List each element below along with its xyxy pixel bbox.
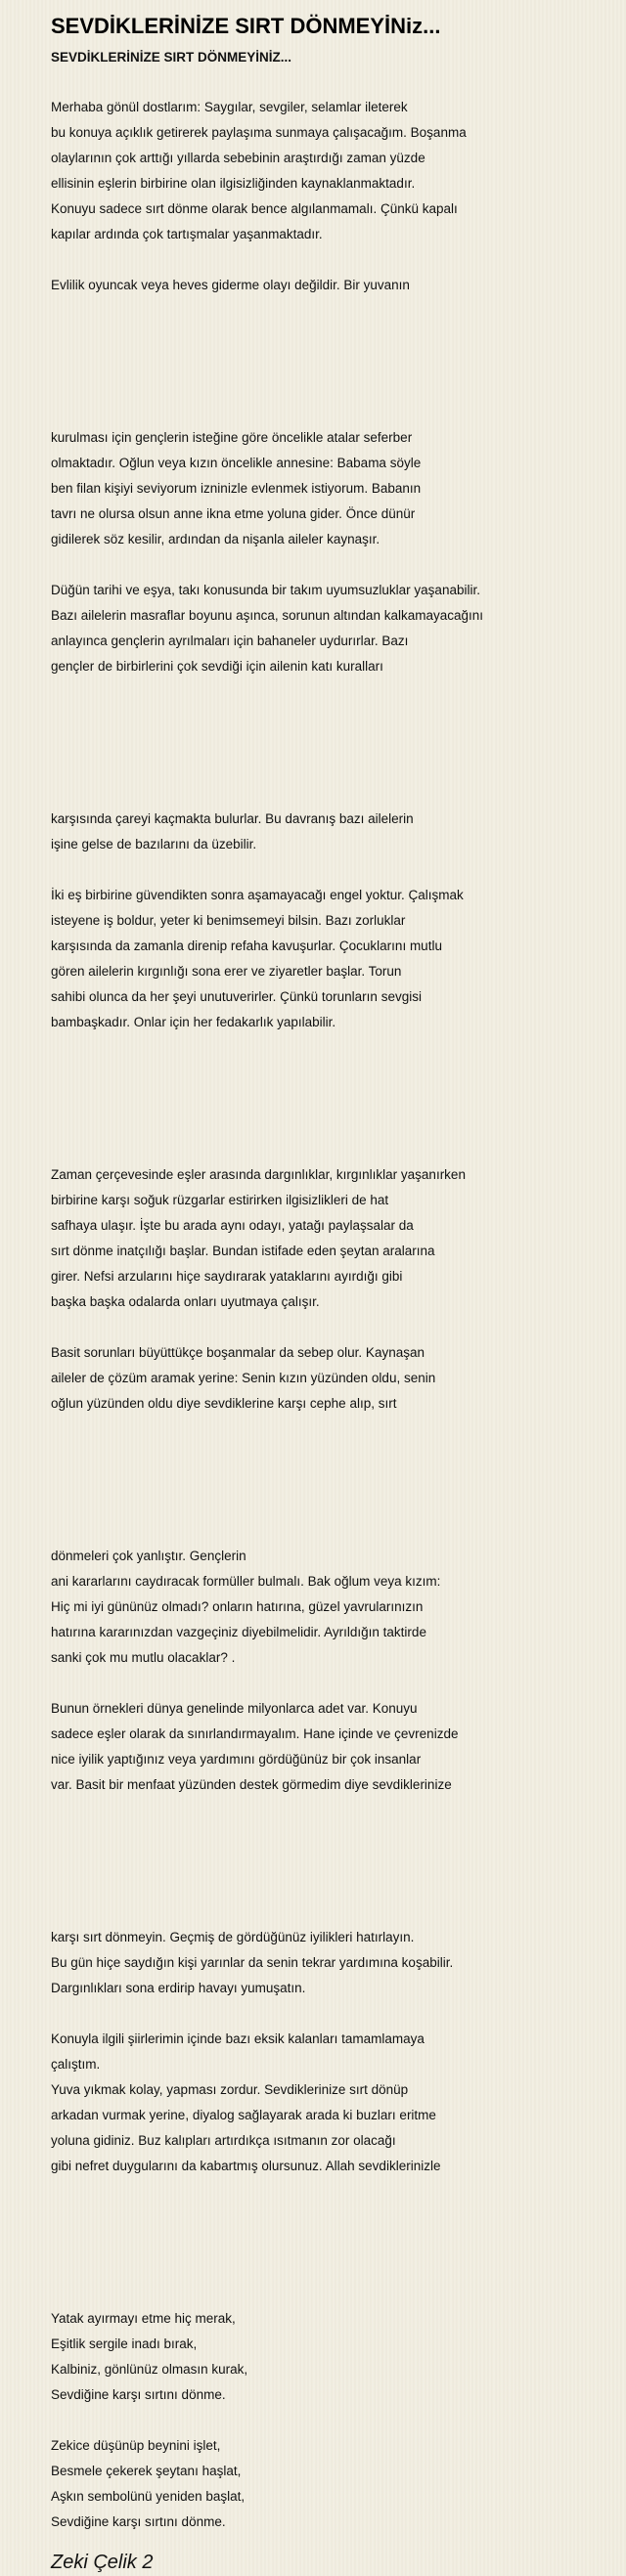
text-line: gören ailelerin kırgınlığı sona erer ve ziyaretler başlar. Torun bbox=[51, 964, 402, 979]
text-line: nice iyilik yaptığınız veya yardımını gördüğünüz bir çok insanlar bbox=[51, 1752, 422, 1767]
paragraph bbox=[51, 1544, 610, 1671]
text-line: Eşitlik sergile inadı bırak, bbox=[51, 2336, 198, 2351]
text-line: birbirine karşı soğuk rüzgarlar estirirken ilgisizlikleri de hat bbox=[51, 1193, 389, 1207]
text-line: çalıştım. bbox=[51, 2057, 101, 2072]
paragraph bbox=[51, 1162, 610, 1315]
text-line: karşısında çareyi kaçmakta bulurlar. Bu davranış bazı ailelerin bbox=[51, 811, 414, 826]
page-break-space bbox=[51, 2179, 610, 2306]
text-line: aileler de çözüm aramak yerine: Senin kızın yüzünden oldu, senin bbox=[51, 1371, 436, 1385]
text-line: Bazı ailelerin masraflar boyunu aşınca, sorunun altından kalkamayacağını bbox=[51, 608, 483, 623]
text-line: hatırına kararınızdan vazgeçiniz diyebilmelidir. Ayrıldığın taktirde bbox=[51, 1625, 426, 1639]
text-line: ben filan kişiyi seviyorum izninizle evlenmek istiyorum. Babanın bbox=[51, 481, 422, 496]
paragraph bbox=[51, 1696, 610, 1798]
text-line: Düğün tarihi ve eşya, takı konusunda bir takım uyumsuzluklar yaşanabilir. bbox=[51, 583, 480, 597]
text-line: başka başka odalarda onları uyutmaya çalışır. bbox=[51, 1294, 320, 1309]
text-line: Hiç mi iyi gününüz olmadı? onların hatırına, güzel yavrularınızın bbox=[51, 1599, 424, 1614]
text-line: sanki çok mu mutlu olacaklar? . bbox=[51, 1650, 236, 1665]
text-line: var. Basit bir menfaat yüzünden destek görmedim diye sevdiklerinize bbox=[51, 1777, 452, 1792]
paragraph bbox=[51, 95, 610, 247]
paragraph-spacer bbox=[51, 552, 610, 578]
paragraph-spacer bbox=[51, 1671, 610, 1696]
page-break-space bbox=[51, 298, 610, 425]
text-line: Aşkın sembolünü yeniden başlat, bbox=[51, 2489, 246, 2504]
page-title: SEVDİKLERİNİZE SIRT DÖNMEYİNiz... bbox=[51, 14, 441, 38]
text-line: ani kararlarını caydıracak formüller bulmalı. Bak oğlum veya kızım: bbox=[51, 1574, 441, 1589]
text-line: dönmeleri çok yanlıştır. Gençlerin bbox=[51, 1549, 246, 1563]
author-signature: Zeki Çelik 2 bbox=[51, 2552, 154, 2573]
text-line: Konuyla ilgili şiirlerimin içinde bazı eksik kalanları tamamlamaya bbox=[51, 2031, 425, 2046]
text-line: Zekice düşünüp beynini işlet, bbox=[51, 2438, 221, 2453]
text-line: İki eş birbirine güvendikten sonra aşamayacağı engel yoktur. Çalışmak bbox=[51, 888, 464, 902]
text-line: gidilerek söz kesilir, ardından da nişanla aileler kaynaşır. bbox=[51, 532, 380, 546]
paragraph bbox=[51, 2027, 610, 2179]
text-line: gibi nefret duygularını da kabartmış olursunuz. Allah sevdiklerinizle bbox=[51, 2159, 441, 2173]
text-line: sadece eşler olarak da sınırlandırmayalım. Hane içinde ve çevrenizde bbox=[51, 1726, 459, 1741]
text-line: Bu gün hiçe saydığın kişi yarınlar da senin tekrar yardımına koşabilir. bbox=[51, 1955, 454, 1970]
paragraph bbox=[51, 1340, 610, 1417]
text-line: Besmele çekerek şeytanı haşlat, bbox=[51, 2464, 242, 2478]
paragraph-spacer bbox=[51, 247, 610, 273]
text-line: gençler de birbirlerini çok sevdiği için ailenin katı kuralları bbox=[51, 659, 383, 674]
text-line: Merhaba gönül dostlarım: Saygılar, sevgiler, selamlar ileterek bbox=[51, 100, 408, 114]
article-body bbox=[51, 95, 610, 2535]
paragraph bbox=[51, 425, 610, 552]
text-line: arkadan vurmak yerine, diyalog sağlayarak arada ki buzları eritme bbox=[51, 2108, 436, 2122]
text-line: Dargınlıkları sona erdirip havayı yumuşatın. bbox=[51, 1981, 306, 1995]
text-line: isteyene iş boldur, yeter ki benimsemeyi bilsin. Bazı zorluklar bbox=[51, 913, 406, 928]
paragraph bbox=[51, 2433, 610, 2535]
text-line: Konuyu sadece sırt dönme olarak bence algılanmamalı. Çünkü kapalı bbox=[51, 201, 458, 216]
text-line: anlayınca gençlerin ayrılmaları için bahaneler uydurırlar. Bazı bbox=[51, 633, 409, 648]
paragraph bbox=[51, 807, 610, 857]
page-break-space bbox=[51, 1035, 610, 1162]
text-line: karşı sırt dönmeyin. Geçmiş de gördüğünüz iyilikleri hatırlayın. bbox=[51, 1930, 415, 1944]
text-line: Yuva yıkmak kolay, yapması zordur. Sevdiklerinize sırt dönüp bbox=[51, 2082, 409, 2097]
text-line: kapılar ardında çok tartışmalar yaşanmaktadır. bbox=[51, 227, 323, 241]
text-line: bu konuya açıklık getirerek paylaşıma sunmaya çalışacağım. Boşanma bbox=[51, 125, 467, 140]
text-line: girer. Nefsi arzularını hiçe saydırarak yataklarını ayırdığı gibi bbox=[51, 1269, 403, 1284]
text-line: Zaman çerçevesinde eşler arasında dargınlıklar, kırgınlıklar yaşanırken bbox=[51, 1167, 466, 1182]
text-line: Basit sorunları büyüttükçe boşanmalar da sebep olur. Kaynaşan bbox=[51, 1345, 425, 1360]
text-line: karşısında da zamanla direnip refaha kavuşurlar. Çocuklarını mutlu bbox=[51, 939, 442, 953]
paragraph-spacer bbox=[51, 1315, 610, 1340]
page-break-space bbox=[51, 1798, 610, 1925]
text-line: safhaya ulaşır. İşte bu arada aynı odayı, yatağı paylaşsalar da bbox=[51, 1218, 414, 1233]
paragraph bbox=[51, 273, 610, 298]
text-line: Sevdiğine karşı sırtını dönme. bbox=[51, 2387, 226, 2402]
text-line: Sevdiğine karşı sırtını dönme. bbox=[51, 2514, 226, 2529]
text-line: Bunun örnekleri dünya genelinde milyonlarca adet var. Konuyu bbox=[51, 1701, 418, 1716]
text-line: oğlun yüzünden oldu diye sevdiklerine karşı cephe alıp, sırt bbox=[51, 1396, 397, 1411]
paragraph-spacer bbox=[51, 857, 610, 883]
text-line: Evlilik oyuncak veya heves giderme olayı değildir. Bir yuvanın bbox=[51, 278, 410, 292]
text-line: olmaktadır. Oğlun veya kızın öncelikle annesine: Babama söyle bbox=[51, 456, 422, 470]
paragraph bbox=[51, 2306, 610, 2408]
page-break-space bbox=[51, 679, 610, 807]
paragraph bbox=[51, 883, 610, 1035]
text-line: yoluna gidiniz. Buz kalıpları artırdıkça ısıtmanın zor olacağı bbox=[51, 2133, 396, 2148]
paragraph bbox=[51, 578, 610, 679]
page-break-space bbox=[51, 1417, 610, 1544]
page-subtitle: SEVDİKLERİNİZE SIRT DÖNMEYİNİZ... bbox=[51, 50, 292, 65]
text-line: Yatak ayırmayı etme hiç merak, bbox=[51, 2311, 236, 2326]
text-line: tavrı ne olursa olsun anne ikna etme yoluna gider. Önce dünür bbox=[51, 506, 416, 521]
text-line: bambaşkadır. Onlar için her fedakarlık yapılabilir. bbox=[51, 1015, 336, 1029]
text-line: işine gelse de bazılarını da üzebilir. bbox=[51, 837, 257, 851]
text-line: kurulması için gençlerin isteğine göre öncelikle atalar seferber bbox=[51, 430, 413, 445]
text-line: ellisinin eşlerin birbirine olan ilgisizliğinden kaynaklanmaktadır. bbox=[51, 176, 416, 191]
text-line: olaylarının çok arttığı yıllarda sebebinin araştırdığı zaman yüzde bbox=[51, 151, 425, 165]
text-line: sahibi olunca da her şeyi unutuverirler. Çünkü torunların sevgisi bbox=[51, 989, 422, 1004]
text-line: Kalbiniz, gönlünüz olmasın kurak, bbox=[51, 2362, 248, 2377]
paragraph-spacer bbox=[51, 2408, 610, 2433]
text-line: sırt dönme inatçılığı başlar. Bundan istifade eden şeytan aralarına bbox=[51, 1244, 435, 1258]
paragraph bbox=[51, 1925, 610, 2001]
paragraph-spacer bbox=[51, 2001, 610, 2027]
